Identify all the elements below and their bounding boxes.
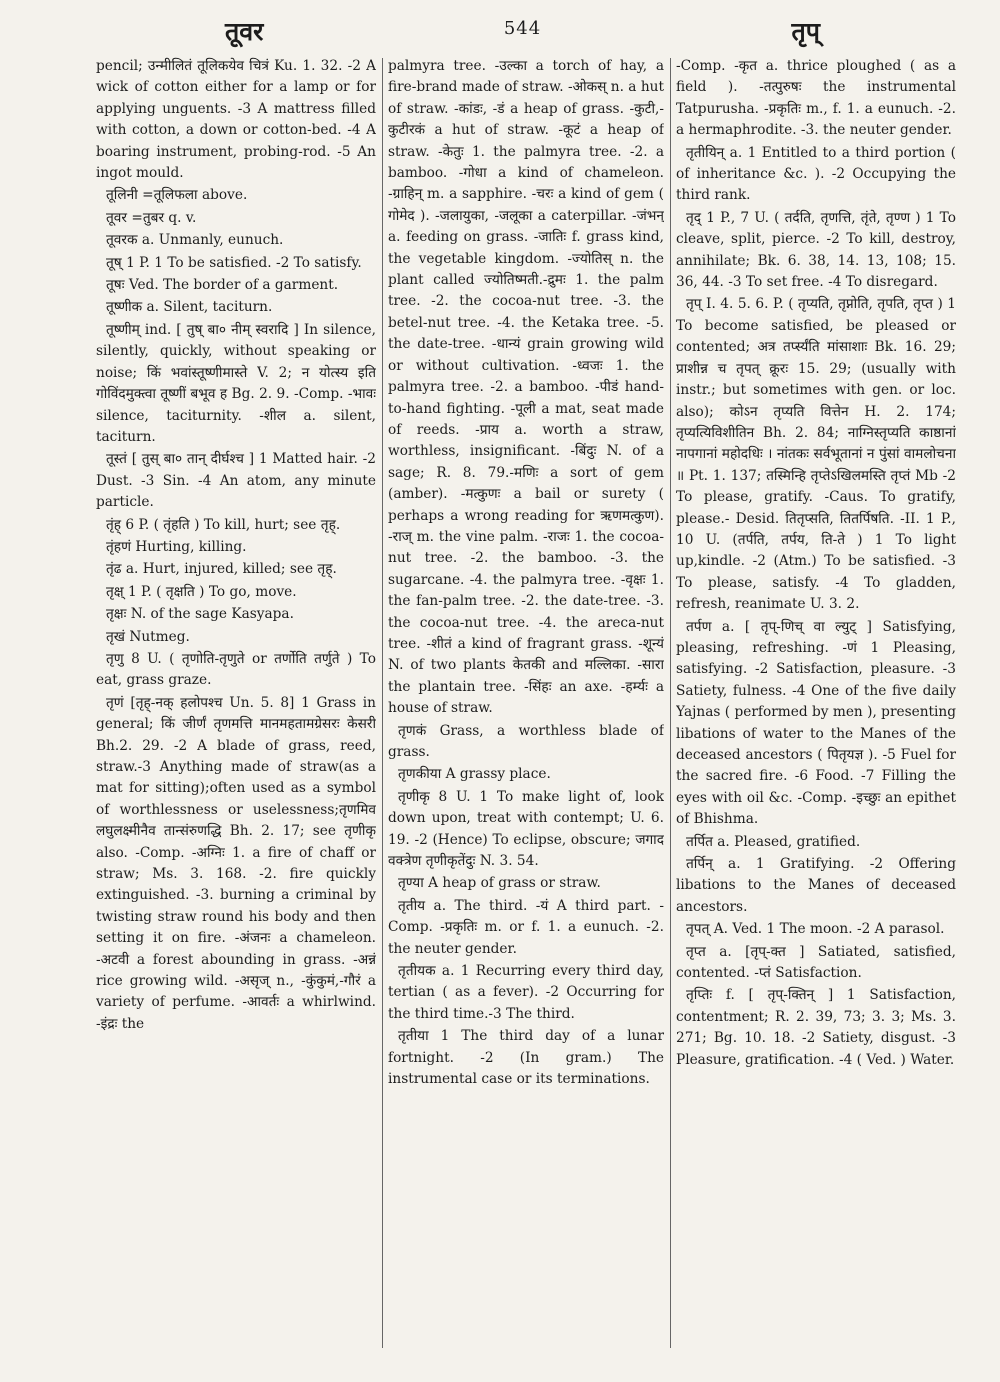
dictionary-entry: तृपत् A. Ved. 1 The moon. -2 A parasol. <box>686 921 945 938</box>
column-divider <box>670 58 671 1348</box>
dictionary-entry: तृक्ष् 1 P. ( तृक्षति ) To go, move. <box>106 583 297 600</box>
text-columns <box>96 56 956 1356</box>
dictionary-entry: तूवरक a. Unmanly, eunuch. <box>106 232 284 249</box>
dictionary-entry: तृणकीया A grassy place. <box>398 766 551 783</box>
dictionary-entry: तूष्णीक a. Silent, taciturn. <box>106 299 273 316</box>
dictionary-entry: तृणं [तृह्-नक् हलोपश्च Un. 5. 8] 1 Grass in general; किं जीर्णं तृणमत्ति मानमहतामग्रेसरः केसरी Bh.2. 29. -2 A blade of grass, reed, straw.-3 Anything made of straw(as a mat for sitting);often used as a symbol of worthlessness or uselessness;तृणमिव लघुलक्ष्मीनैव तान्संरुणद्धि Bh. 2. 17; see तृणीकृ also. -Comp. -अग्निः 1. a fire of chaff or straw; Ms. 3. 168. -2. fire quickly extinguished. -3. burning a criminal by twisting straw round his body and then setting it on fire. -अंजनः a chameleon. -अटवी a forest abounding in grass. -अन्नं rice growing wild. -असृज् n., -कुंकुमं,-गौरं a variety of perfume. -आवर्तः a whirlwind. -इंद्रः the <box>96 694 376 1032</box>
dictionary-entry: तृखं Nutmeg. <box>106 628 190 645</box>
dictionary-entry: तूषः Ved. The border of a garment. <box>106 277 339 294</box>
dictionary-entry: -Comp. -कृत a. thrice ploughed ( as a field ). -तत्पुरुषः the instrumental Tatpurusha. -प्रकृतिः m., f. 1. a eunuch. -2. a hermaphrodite. -3. the neuter gender. <box>676 58 956 139</box>
left-guide-word: तूवर <box>225 17 264 46</box>
dictionary-entry: तूस्तं [ तुस् बा० तान् दीर्घश्च ] 1 Matted hair. -2 Dust. -3 Sin. -4 An atom, any minute particle. <box>96 451 376 511</box>
dictionary-entry: तृण्या A heap of grass or straw. <box>398 875 601 892</box>
dictionary-entry: तृंढ a. Hurt, injured, killed; see तृह्. <box>106 561 337 578</box>
dictionary-entry: तर्पण a. [ तृप्-णिच् वा ल्युट् ] Satisfying, pleasing, refreshing. -णं 1 Pleasing, satisfying. -2 Satisfaction, pleasure. -3 Satiety, fulness. -4 One of the five daily Yajnas ( performed by men ), presenting libations of water to the Manes of the deceased ancestors ( पितृयज्ञ ). -5 Fuel for the sacred fire. -6 Food. -7 Filling the eyes with oil &c. -Comp. -इच्छुः an epithet of Bhishma. <box>676 618 956 828</box>
page-number: 544 <box>503 18 542 39</box>
column-left <box>96 56 376 1356</box>
dictionary-entry: तूवर =तुबर q. v. <box>106 209 197 226</box>
dictionary-entry: तूष्णीम् ind. [ तुष् बा० नीम् स्वरादि ] In silence, silently, quickly, without speaking or noise; किं भवांस्तूष्णीमास्ते V. 2; न योत्स्य इति गोविंदमुक्त्वा तूष्णीं बभूव ह Bg. 2. 9. -Comp. -भावः silence, taciturnity. -शील a. silent, taciturn. <box>96 321 376 445</box>
dictionary-entry: तृतीयक a. 1 Recurring every third day, tertian ( as a fever). -2 Occurring for the third time.-3 The third. <box>388 963 664 1022</box>
dictionary-entry: तूलिनी =तूलिफला above. <box>106 187 248 204</box>
dictionary-entry: तृंह् 6 P. ( तृंहति ) To kill, hurt; see तृह्. <box>106 516 341 533</box>
right-guide-word: तृप् <box>791 17 820 46</box>
dictionary-entry: तृप्तिः f. [ तृप्-क्तिन् ] 1 Satisfaction, contentment; R. 2. 39, 73; 3. 3; Ms. 3. 271; Bg. 10. 18. -2 Satiety, disgust. -3 Pleasure, gratification. -4 ( Ved. ) Water. <box>676 987 956 1068</box>
column-right <box>676 56 956 1356</box>
dictionary-entry: तृतीया 1 The third day of a lunar fortnight. -2 (In gram.) The instrumental case or its terminations. <box>388 1028 664 1088</box>
dictionary-entry: तूष् 1 P. 1 To be satisfied. -2 To satisfy. <box>106 254 362 271</box>
dictionary-entry: तर्पित a. Pleased, gratified. <box>686 833 861 850</box>
dictionary-entry: तर्पिन् a. 1 Gratifying. -2 Offering libations to the Manes of deceased ancestors. <box>676 856 956 915</box>
dictionary-entry: तृणकं Grass, a worthless blade of grass. <box>388 722 664 760</box>
dictionary-entry: pencil; उन्मीलितं तूलिकयेव चित्रं Ku. 1. 32. -2 A wick of cotton either for a lamp or for applying unguents. -3 A mattress filled with cotton, a down or cotton-bed. -4 A boaring instrument, probing-rod. -5 An ingot mould. <box>96 58 376 182</box>
dictionary-entry: तृक्षः N. of the sage Kasyapa. <box>106 606 294 623</box>
column-divider <box>382 58 383 1348</box>
dictionary-entry: तृंहणं Hurting, killing. <box>106 538 247 555</box>
dictionary-entry: तृद् 1 P., 7 U. ( तर्दति, तृणत्ति, तृंते, तृण्ण ) 1 To cleave, split, pierce. -2 To kill, destroy, annihilate; Bk. 6. 38, 14. 13, 108; 15. 36, 44. -3 To set free. -4 To disregard. <box>676 209 956 291</box>
dictionary-entry: तृप् I. 4. 5. 6. P. ( तृप्यति, तृप्नोति, तृपति, तृप्त ) 1 To become satisfied, be pleased or contented; अत्र तर्प्स्यंति मांसाशाः Bk. 16. 29; प्राशीन्न च तृपत् क्रूरः 15. 29; (usually with instr.; but sometimes with gen. or loc. also); कोऽन तृप्यति वित्तेन H. 2. 174; तृप्यत्यिविशीतिन Bh. 2. 84; नाग्निस्तृप्यति काष्ठानां नापगानां महोदधिः । नांतकः सर्वभूतानां न पुंसां वामलोचना ॥ Pt. 1. 137; तस्मिन्हि तृप्तेऽखिलमस्ति तृप्तं Mb -2 To please, gratify. -Caus. To gratify, please.- Desid. तितृप्सति, तितर्पिषति. -II. 1 P., 10 U. (तर्पति, तर्पय, ति-ते ) 1 To light up,kindle. -2 (Atm.) To be satisfied. -3 To please, satisfy. -4 To gladden, refresh, reanimate U. 3. 2. <box>676 296 956 613</box>
dictionary-entry: palmyra tree. -उल्का a torch of hay, a fire-brand made of straw. -ओकस् n. a hut of straw. -कांडः, -डं a heap of grass. -कुटी,-कुटीरकं a hut of straw. -कूटं a heap of straw. -केतुः 1. the palmyra tree. -2. a bamboo. -गोधा a kind of chameleon. -ग्राहिन् m. a sapphire. -चरः a kind of gem ( गोमेद ). -जलायुका, -जलूका a caterpillar. -जंभन् a. feeding on grass. -जातिः f. grass kind, the vegetable kingdom. -ज्योतिस् n. the plant called ज्योतिष्मती.-द्रुमः 1. the palm tree. -2. the cocoa-nut tree. -3. the betel-nut tree. -4. the Ketaka tree. -5. the date-tree. -धान्यं grain growing wild or without cultivation. -ध्वजः 1. the palmyra tree. -2. a bamboo. -पीडं hand-to-hand fighting. -पूली a mat, seat made of reeds. -प्राय a. worth a straw, worthless, insignificant. -बिंदुः N. of a sage; R. 8. 79.-मणिः a sort of gem (amber). -मत्कुणः a bail or surety ( perhaps a wrong reading for ऋणमत्कुण). -राज् m. the vine palm. -राजः 1. the cocoa-nut tree. -2. the bamboo. -3. the sugarcane. -4. the palmyra tree. -वृक्षः 1. the fan-palm tree. -2. the date-tree. -3. the cocoa-nut tree. -4. the areca-nut tree. -शीतं a kind of fragrant grass. -शून्यं N. of two plants केतकी and मल्लिका. -सारा the plantain tree. -सिंहः an axe. -हर्म्यः a house of straw. <box>388 58 664 717</box>
page-header <box>95 14 950 54</box>
column-middle <box>388 56 664 1356</box>
dictionary-entry: तृतीयिन् a. 1 Entitled to a third portion ( of inheritance &c. ). -2 Occupying the third rank. <box>676 144 956 204</box>
dictionary-entry: तृतीय a. The third. -यं A third part. -Comp. -प्रकृतिः m. or f. 1. a eunuch. -2. the neuter gender. <box>388 897 664 957</box>
dictionary-entry: तृणु 8 U. ( तृणोति-तृणुते or तर्णोति तर्णुते ) To eat, grass graze. <box>96 650 376 689</box>
dictionary-entry: तृणीकृ 8 U. 1 To make light of, look down upon, treat with contempt; U. 6. 19. -2 (Hence) To eclipse, obscure; जगाद वक्त्रेण तृणीकृतेंदुः N. 3. 54. <box>388 788 664 870</box>
dictionary-entry: तृप्त a. [तृप्-क्त ] Satiated, satisfied, contented. -प्तं Satisfaction. <box>676 943 956 982</box>
